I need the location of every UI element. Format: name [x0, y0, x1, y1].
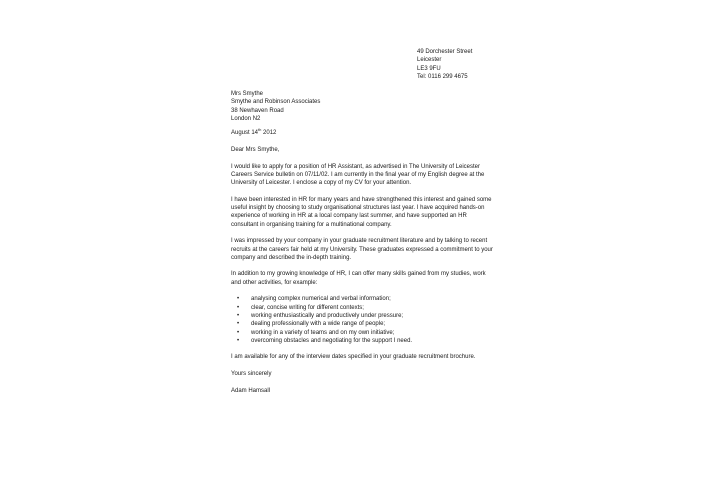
bullet-icon: •: [237, 337, 240, 344]
letter-date: [231, 129, 276, 137]
recipient-name: Mrs Smythe: [231, 91, 264, 97]
skill-text: overcoming obstacles and negotiating for the support I need.: [251, 337, 413, 344]
skill-text: working in a variety of teams and on my own initiative;: [251, 329, 395, 336]
date-day: August 14: [231, 130, 259, 136]
date-year: 2012: [261, 130, 277, 136]
paragraph-skills-intro: In addition to my growing knowledge of HR, I can offer many skills gained from my studies, work and other activities, for example:: [231, 271, 486, 286]
bullet-icon: •: [237, 296, 240, 303]
list-item: [231, 304, 495, 312]
date-suffix: th: [258, 127, 262, 132]
recipient-address: [231, 90, 371, 123]
paragraph-impression: I was impressed by your company in your graduate recruitment literature and by talking to recent recruits at the careers fair held at my University. These graduates expressed a commitment to your company and described the in-depth training.: [231, 238, 493, 261]
list-item: [231, 312, 495, 320]
list-item: [231, 329, 495, 337]
recipient-city: London N2: [231, 115, 261, 122]
closing: Yours sincerely: [231, 371, 272, 378]
paragraph-intro: I would like to apply for a position of HR Assistant, as advertised in The University of Leicester Careers Service bulletin on 07/11/02. I am currently in the final year of my English degree at the University of Leicester. I enclose a copy of my CV for your attention.: [231, 163, 485, 187]
bullet-icon: •: [237, 312, 240, 319]
paragraph-interest: I have been interested in HR for many years and have strengthened this interest and gained some useful insight by choosing to study organisational structures last year. I have acquired hands-on experience of working in HR at a local company last summer, and have supported an HR consultant in organising training for a multinational company.: [231, 196, 492, 228]
list-item: [231, 337, 495, 345]
salutation: Dear Mrs Smythe,: [231, 147, 280, 153]
bullet-icon: •: [237, 329, 240, 336]
skill-text: dealing professionally with a wide range of people;: [251, 321, 386, 328]
bullet-icon: •: [237, 321, 240, 328]
list-item: [231, 295, 495, 303]
sender-address: [417, 48, 537, 81]
skill-text: clear, concise writing for different contexts;: [251, 304, 364, 311]
sender-phone: Tel: 0116 299 4675: [417, 73, 468, 80]
skill-text: working enthusiastically and productively under pressure;: [251, 312, 404, 319]
paragraph-availability: I am available for any of the interview dates specified in your graduate recruitment brochure.: [231, 354, 476, 361]
letter-body: [231, 146, 495, 403]
list-item: [231, 320, 495, 328]
recipient-company: Smythe and Robinson Associates: [231, 99, 321, 106]
bullet-icon: •: [237, 304, 240, 311]
signature: Adam Hamsall: [231, 387, 271, 394]
sender-postcode: LE3 9FU: [417, 65, 441, 72]
skills-list: [231, 295, 495, 345]
sender-city: Leicester: [417, 57, 442, 64]
recipient-street: 38 Newhaven Road: [231, 107, 284, 114]
sender-street: 49 Dorchester Street: [417, 49, 473, 55]
skill-text: analysing complex numerical and verbal information;: [251, 296, 391, 303]
